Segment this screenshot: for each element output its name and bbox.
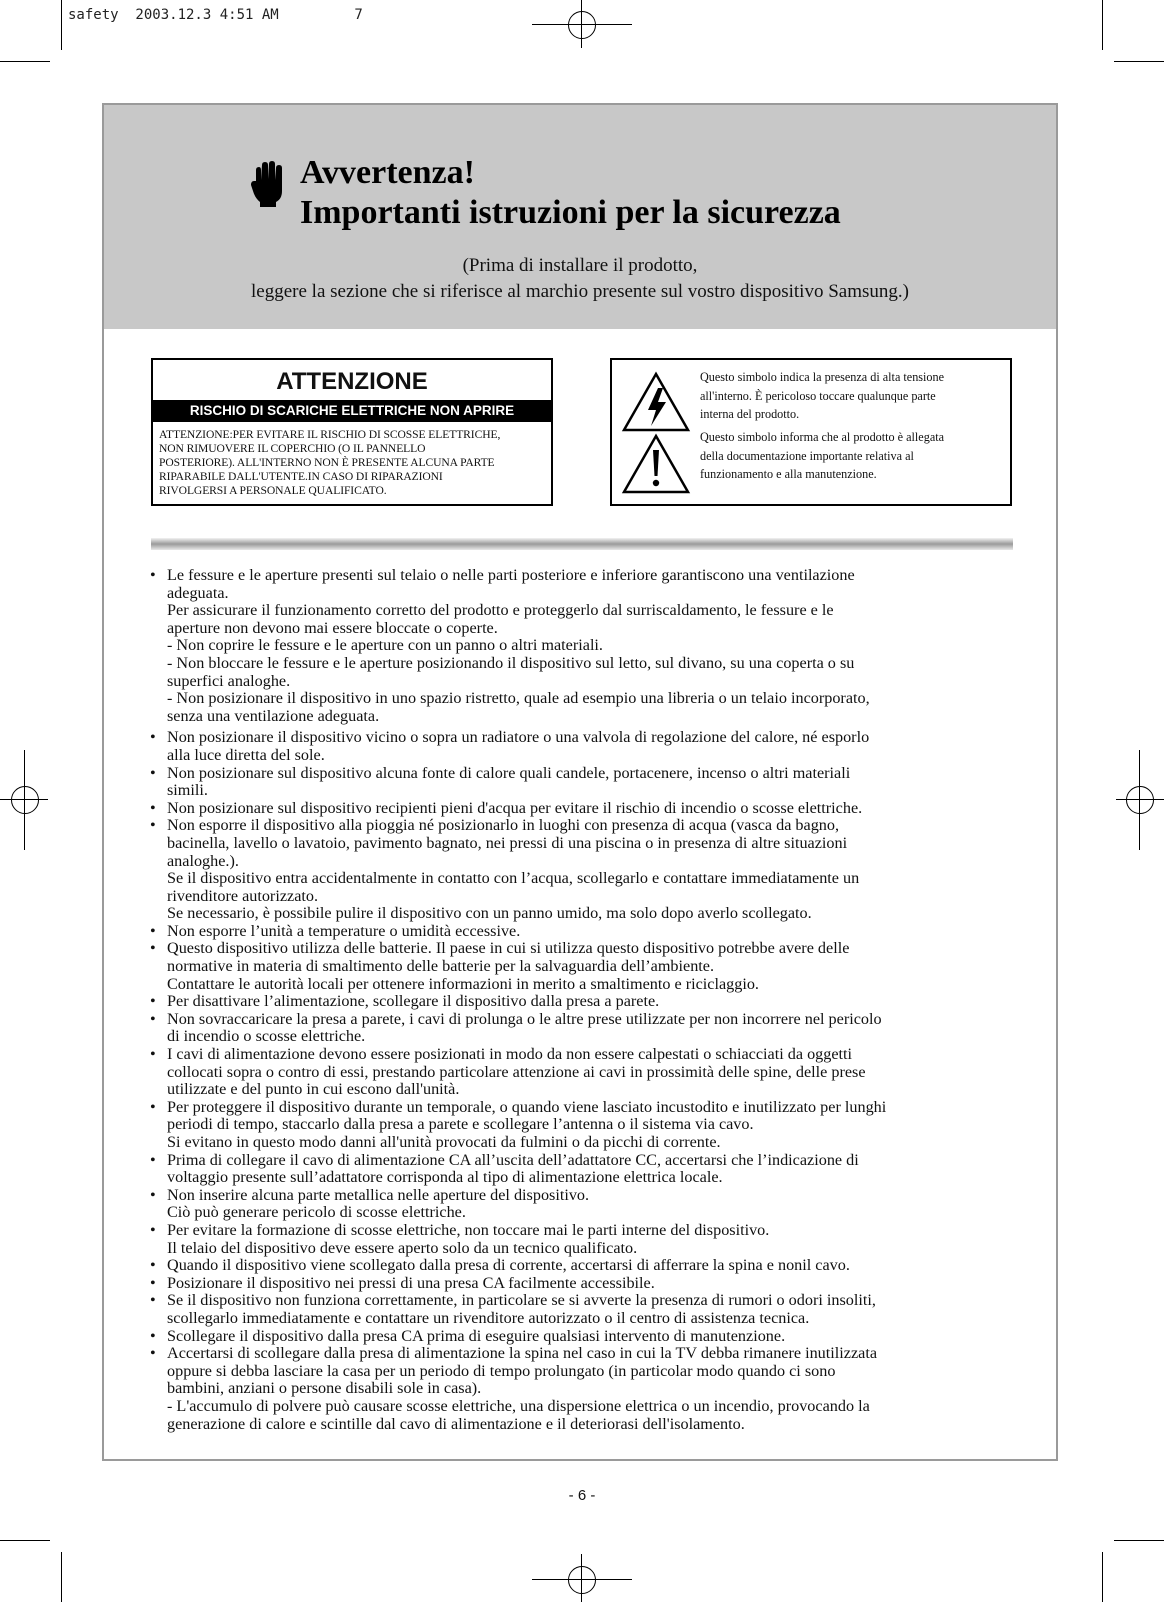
list-item-line: simili. (167, 781, 208, 800)
list-item-line: oppure si debba lasciare la casa per un periodo di tempo prolungato (in particolar modo quando ci sono (167, 1361, 836, 1380)
caution-banner: RISCHIO DI SCARICHE ELETTRICHE NON APRIRE (153, 400, 551, 422)
list-item-line: • Le fessure e le aperture presenti sul telaio o nelle parti posteriore e inferiore garantiscono una ventilazione (167, 566, 855, 584)
list-item (150, 729, 1012, 764)
list-item-line: aperture non devono mai essere bloccate o coperte. (167, 618, 498, 637)
list-item-line: • Non posizionare sul dispositivo recipienti pieni d'acqua per evitare il rischio di incendio o scosse elettriche. (167, 798, 863, 817)
list-item-line: adeguata. (167, 583, 229, 602)
list-item-line: • Non esporre il dispositivo alla pioggia né posizionarlo in luoghi con presenza di acqua (vasca da bagno, (167, 816, 840, 835)
caution-box (151, 358, 553, 506)
list-item (150, 567, 1012, 725)
list-item (150, 765, 1012, 800)
caution-text-line: ATTENZIONE:PER EVITARE IL RISCHIO DI SCOSSE ELETTRICHE, (159, 428, 501, 441)
list-item-line: • Quando il dispositivo viene scollegato dalla presa di corrente, accertarsi di afferrare la spina e nonil cavo. (167, 1256, 850, 1275)
list-item (150, 923, 1012, 941)
sub-item-line: - Non bloccare le fessure e le aperture posizionando il dispositivo sul letto, sul divano, su una coperta o su (167, 653, 855, 672)
list-item-line: • Per evitare la formazione di scosse elettriche, non toccare mai le parti interne del dispositivo. (167, 1220, 770, 1239)
list-item-line: di incendio o scosse elettriche. (167, 1027, 366, 1046)
list-item-line: bacinella, lavello o lavatoio, pavimento bagnato, nei pressi di una piscina o in presenza di altre situazioni (167, 833, 848, 852)
caution-text (153, 422, 551, 498)
list-item-line: Contattare le autorità locali per ottenere informazioni in merito a smaltimento e riciclaggio. (167, 974, 759, 993)
list-item-line: utilizzate e del punto in cui escono dall'unità. (167, 1080, 460, 1099)
list-item-line: voltaggio presente sull’adattatore corrisponda al tipo di alimentazione elettrica locale. (167, 1168, 723, 1187)
caution-text-line: NON RIMUOVERE IL COPERCHIO (O IL PANNELLO (159, 442, 426, 455)
list-item-line: • Accertarsi di scollegare dalla presa di alimentazione la spina nel caso in cui la TV debba rimanere inutilizzata (167, 1344, 878, 1363)
list-item (150, 940, 1012, 993)
list-item-line: • Non inserire alcuna parte metallica nelle aperture del dispositivo. (167, 1185, 590, 1204)
list-item-line: • Questo dispositivo utilizza delle batterie. Il paese in cui si utilizza questo dispositivo potrebbe avere delle (167, 939, 850, 958)
list-item (150, 993, 1012, 1011)
caution-text-line: POSTERIORE). ALL'INTERNO NON È PRESENTE ALCUNA PARTE (159, 456, 495, 469)
list-item (150, 1257, 1012, 1275)
caution-text-line: RIVOLGERSI A PERSONALE QUALIFICATO. (159, 484, 387, 497)
list-item (150, 1222, 1012, 1257)
sub-item-line: superfici analoghe. (167, 671, 291, 690)
list-item-line: normative in materia di smaltimento delle batterie per la salvaguardia dell’ambiente. (167, 957, 715, 976)
symbols-box (610, 358, 1012, 506)
list-item-line: periodi di tempo, staccarlo dalla presa a parete e scollegare l’antenna o il sistema via cavo. (167, 1115, 754, 1134)
hand-stop-icon (251, 161, 285, 207)
list-item-line: • Prima di collegare il cavo di alimentazione CA all’uscita dell’adattatore CC, accertarsi che l’indicazione di (167, 1150, 859, 1169)
sub-item-line: - Non coprire le fessure e le aperture con un panno o altri materiali. (167, 636, 603, 655)
list-item-line: • Per disattivare l’alimentazione, scollegare il dispositivo dalla presa a parete. (167, 992, 660, 1011)
list-item-line: analoghe.). (167, 851, 239, 870)
subtitle-line-1: (Prima di installare il prodotto, (462, 255, 698, 276)
sub-item-line: senza una ventilazione adeguata. (167, 706, 380, 725)
caution-title: ATTENZIONE (276, 368, 428, 395)
list-item-line: Per assicurare il funzionamento corretto del prodotto e proteggerlo dal surriscaldamento, le fessure e le (167, 601, 834, 620)
sub-item-line: - Non posizionare il dispositivo in uno spazio ristretto, quale ad esempio una libreria o un telaio incorporato, (167, 689, 870, 708)
safety-page-frame (102, 103, 1058, 1461)
list-item-line: scollegarlo immediatamente e contattare un rivenditore autorizzato o il centro di assistenza tecnica. (167, 1308, 810, 1327)
list-item (150, 1152, 1012, 1187)
list-item-line: • Posizionare il dispositivo nei pressi di una presa CA facilmente accessibile. (167, 1273, 655, 1292)
list-item-line: • Non sovraccaricare la presa a parete, i cavi di prolunga o le altre prese utilizzate per non incorrere nel pericolo (167, 1009, 882, 1028)
list-item (150, 1328, 1012, 1346)
list-item (150, 1011, 1012, 1046)
list-item-line: rivenditore autorizzato. (167, 886, 319, 905)
sub-item-line: - L'accumulo di polvere può causare scosse elettriche, una dispersione elettrica o un incendio, provocando la (167, 1396, 870, 1415)
caution-text-line: RIPARABILE DALL'UTENTE.IN CASO DI RIPARAZIONI (159, 470, 443, 483)
list-item-line: Ciò può generare pericolo di scosse elettriche. (167, 1203, 466, 1222)
list-item-line: • Se il dispositivo non funziona correttamente, in particolare se si avverte la presenza di rumori o odori insoliti, (167, 1291, 876, 1310)
subtitle-line-2: leggere la sezione che si riferisce al marchio presente sul vostro dispositivo Samsung.) (251, 281, 909, 302)
page-title (300, 153, 841, 233)
info-text-line: Questo simbolo informa che al prodotto è allegata (700, 430, 945, 444)
list-item-line: • Per proteggere il dispositivo durante un temporale, o quando viene lasciato incustodito e inutilizzato per lunghi (167, 1097, 887, 1116)
voltage-text-line: interna del prodotto. (700, 407, 800, 421)
voltage-text-line: Questo simbolo indica la presenza di alta tensione (700, 370, 945, 384)
section-divider (151, 538, 1013, 550)
list-item (150, 1292, 1012, 1327)
list-item (150, 1046, 1012, 1099)
info-symbol-text (700, 428, 1000, 484)
safety-instructions-list (150, 567, 1012, 1433)
subtitle (104, 253, 1056, 305)
list-item-line: Se il dispositivo entra accidentalmente in contatto con l’acqua, scollegarlo e contattare immediatamente un (167, 869, 860, 888)
list-item (150, 1345, 1012, 1433)
voltage-symbol-text (700, 368, 1000, 424)
info-text-line: della documentazione importante relativa al (700, 448, 914, 463)
list-item-line: • Non posizionare il dispositivo vicino o sopra un radiatore o una valvola di regolazione del calore, né esporlo (167, 728, 870, 747)
sub-item (167, 655, 1012, 690)
voltage-text-line: all'interno. È pericoloso toccare qualunque parte (700, 388, 936, 403)
list-item-line: alla luce diretta del sole. (167, 745, 325, 764)
list-item-line: collocati sopra o contro di essi, prestando particolare attenzione ai cavi in prossimità delle spine, delle prese (167, 1062, 866, 1081)
list-item (150, 817, 1012, 923)
title-line-1: Avvertenza! (300, 154, 475, 191)
list-item-line: • Non esporre l’unità a temperature o umidità eccessive. (167, 921, 521, 940)
list-item (150, 1187, 1012, 1222)
list-item-line: • Scollegare il dispositivo dalla presa CA prima di eseguire qualsiasi intervento di manutenzione. (167, 1326, 786, 1345)
list-item-line: bambini, anziani o persone disabili sole in casa). (167, 1379, 482, 1398)
list-item-line: Se necessario, è possibile pulire il dispositivo con un panno umido, ma solo dopo averlo scollegato. (167, 904, 812, 923)
list-item (150, 1099, 1012, 1152)
sub-item (167, 1398, 1012, 1433)
sub-item (167, 690, 1012, 725)
lightning-triangle-icon (620, 370, 692, 434)
list-item-line: • Non posizionare sul dispositivo alcuna fonte di calore quali candele, portacenere, incenso o altri materiali (167, 763, 851, 782)
info-text-line: funzionamento e alla manutenzione. (700, 467, 877, 481)
title-line-2: Importanti istruzioni per la sicurezza (300, 194, 841, 231)
list-item-line: • I cavi di alimentazione devono essere posizionati in modo da non essere calpestati o schiacciati da oggetti (167, 1045, 853, 1064)
list-item (150, 800, 1012, 818)
list-item-line: Il telaio del dispositivo deve essere aperto solo da un tecnico qualificato. (167, 1238, 638, 1257)
list-item (150, 1275, 1012, 1293)
header-band (104, 105, 1056, 329)
sub-item (167, 637, 1012, 655)
list-item-line: Si evitano in questo modo danni all'unità provocati da fulmini o da picchi di corrente. (167, 1133, 721, 1151)
print-info: safety 2003.12.3 4:51 AM 7 (68, 7, 363, 23)
page-number: - 6 - (568, 1487, 596, 1504)
exclamation-triangle-icon (620, 432, 692, 496)
sub-item-line: generazione di calore e scintille dal cavo di alimentazione e il deteriorasi dell'isolamento. (167, 1414, 745, 1433)
